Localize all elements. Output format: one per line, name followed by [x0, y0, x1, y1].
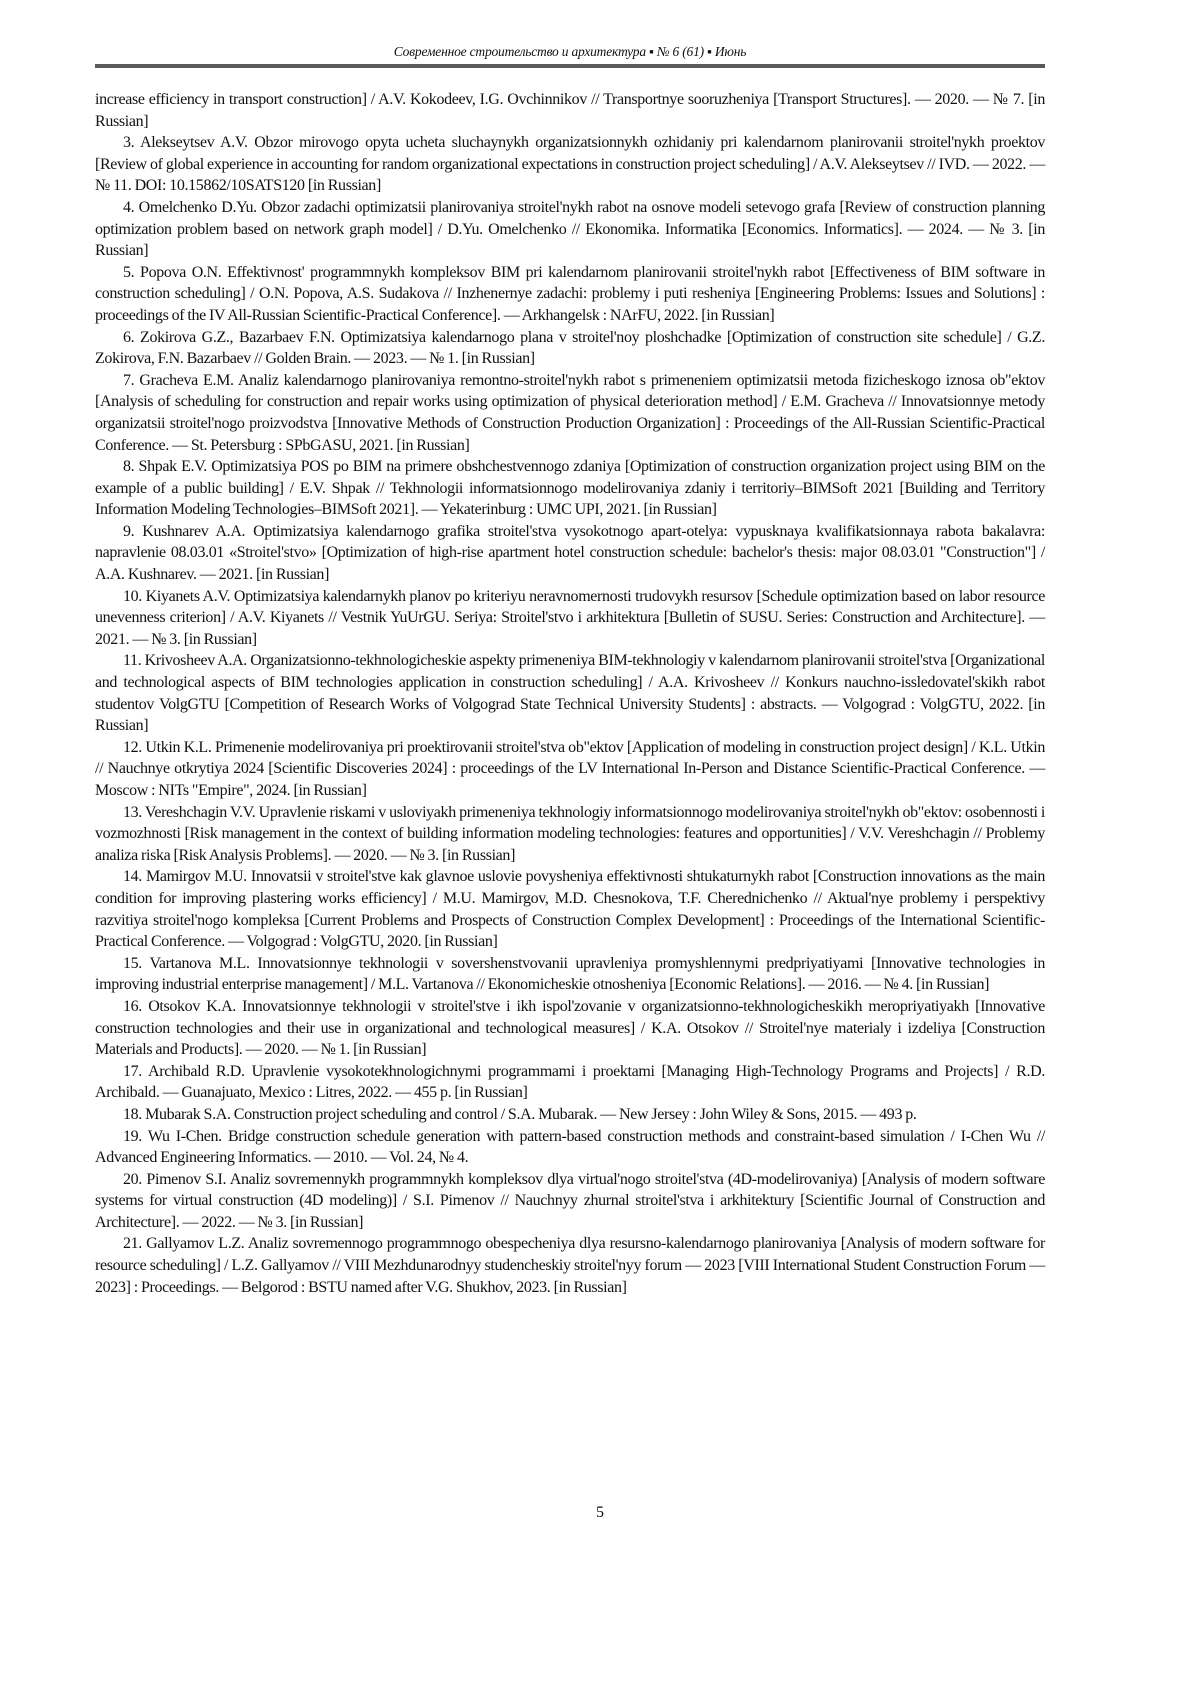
reference-continuation: increase efficiency in transport construction] / A.V. Kokodeev, I.G. Ovchinnikov // Transportnye sooruzheniya [Transport Structures]. — 2020. — № 7. [in Russian]: [95, 91, 1045, 130]
header-rule: [95, 64, 1045, 68]
running-header: Современное строительство и архитектура ▪ № 6 (61) ▪ Июнь: [393, 44, 747, 59]
reference-item: 14. Mamirgov M.U. Innovatsii v stroitel'stve kak glavnoe uslovie povysheniya effektivnosti shtukaturnykh rabot [Construction innovations as the main condition for improving plastering works efficiency] / M.U. Mamirgov, M.D. Chesnokova, T.F. Cherednichenko // Aktual'nye problemy i perspektivy razvitiya stroitel'nogo kompleksa [Current Problems and Prospects of Construction Complex Development] : Proceedings of the International Scientific-Practical Conference. — Volgograd : VolgGTU, 2020. [in Russian]: [95, 868, 1045, 951]
reference-item: 9. Kushnarev A.A. Optimizatsiya kalendarnogo grafika stroitel'stva vysokotnogo apart-otelya: vypusknaya kvalifikatsionnaya rabota bakalavra: napravlenie 08.03.01 «Stroitel'stvo» [Optimization of high-rise apartment hotel construction schedule: bachelor's thesis: major 08.03.01 "Construction"] / A.A. Kushnarev. — 2021. [in Russian]: [95, 522, 1045, 584]
reference-item: 3. Alekseytsev A.V. Obzor mirovogo opyta ucheta sluchaynykh organizatsionnykh ozhidaniy pri kalendarnom planirovanii stroitel'nykh proektov [Review of global experience in accounting for random organizational expectations in construction project scheduling] / A.V. Alekseytsev // IVD. — 2022. — № 11. DOI: 10.15862/10SATS120 [in Russian]: [95, 134, 1045, 195]
reference-item: 15. Vartanova M.L. Innovatsionnye tekhnologii v sovershenstvovanii upravleniya promyshlennymi predpriyatiyami [Innovative technologies in improving industrial enterprise management] / M.L. Vartanova // Ekonomicheskie otnosheniya [Economic Relations]. — 2016. — № 4. [in Russian]: [95, 954, 1045, 994]
reference-list: [95, 89, 1045, 1298]
reference-item: 21. Gallyamov L.Z. Analiz sovremennogo programmnogo obespecheniya dlya resursno-kalendarnogo planirovaniya [Analysis of modern software for resource scheduling] / L.Z. Gallyamov // VIII Mezhdunarodnyy studencheskiy stroitel'nyy forum — 2023 [VIII International Student Construction Forum — 2023] : Proceedings. — Belgorod : BSTU named after V.G. Shukhov, 2023. [in Russian]: [95, 1235, 1045, 1296]
reference-item: 17. Archibald R.D. Upravlenie vysokotekhnologichnymi programmami i proektami [Managing High-Technology Programs and Projects] / R.D. Archibald. — Guanajuato, Mexico : Litres, 2022. — 455 p. [in Russian]: [95, 1062, 1045, 1102]
reference-item: 12. Utkin K.L. Primenenie modelirovaniya pri proektirovanii stroitel'stva ob"ektov [Application of modeling in construction project design] / K.L. Utkin // Nauchnye otkrytiya 2024 [Scientific Discoveries 2024] : proceedings of the LV International In-Person and Distance Scientific-Practical Conference. — Moscow : NITs "Empire", 2024. [in Russian]: [95, 738, 1045, 799]
reference-item: 10. Kiyanets A.V. Optimizatsiya kalendarnykh planov po kriteriyu neravnomernosti trudovykh resursov [Schedule optimization based on labor resource unevenness criterion] / A.V. Kiyanets // Vestnik YuUrGU. Seriya: Stroitel'stvo i arkhitektura [Bulletin of SUSU. Series: Construction and Architecture]. — 2021. — № 3. [in Russian]: [95, 587, 1045, 648]
reference-item: 7. Gracheva E.M. Analiz kalendarnogo planirovaniya remontno-stroitel'nykh rabot s primeneniem optimizatsii metoda fizicheskogo iznosa ob"ektov [Analysis of scheduling for construction and repair works using optimization of physical deterioration method] / E.M. Gracheva // Innovatsionnye metody organizatsii stroitel'nogo proizvodstva [Innovative Methods of Construction Production Organization] : Proceedings of the All-Russian Scientific-Practical Conference. — St. Petersburg : SPbGASU, 2021. [in Russian]: [95, 371, 1045, 454]
reference-item: 8. Shpak E.V. Optimizatsiya POS po BIM na primere obshchestvennogo zdaniya [Optimization of construction organization project using BIM on the example of a public building] / E.V. Shpak // Tekhnologii informatsionnogo modelirovaniya zdaniy i territoriy–BIMSoft 2021 [Building and Territory Information Modeling Technologies–BIMSoft 2021]. — Yekaterinburg : UMC UPI, 2021. [in Russian]: [95, 458, 1045, 519]
reference-item: 11. Krivosheev A.A. Organizatsionno-tekhnologicheskie aspekty primeneniya BIM-tekhnologiy v kalendarnom planirovanii stroitel'stva [Organizational and technological aspects of BIM technologies application in construction scheduling] / A.A. Krivosheev // Konkurs nauchno-issledovatel'skikh rabot studentov VolgGTU [Competition of Research Works of Volgograd State Technical University Students] : abstracts. — Volgograd : VolgGTU, 2022. [in Russian]: [95, 652, 1045, 735]
page-number: 5: [596, 1504, 604, 1521]
reference-item: 4. Omelchenko D.Yu. Obzor zadachi optimizatsii planirovaniya stroitel'nykh rabot na osnove modeli setevogo grafa [Review of construction planning optimization problem based on network graph model] / D.Yu. Omelchenko // Ekonomika. Informatika [Economics. Informatics]. — 2024. — № 3. [in Russian]: [95, 198, 1045, 260]
reference-item: 16. Otsokov K.A. Innovatsionnye tekhnologii v stroitel'stve i ikh ispol'zovanie v organizatsionno-tekhnologicheskikh meropriyatiyakh [Innovative construction technologies and their use in organizational and technological measures] / K.A. Otsokov // Stroitel'nye materialy i izdeliya [Construction Materials and Products]. — 2020. — № 1. [in Russian]: [95, 997, 1045, 1059]
reference-item: 6. Zokirova G.Z., Bazarbaev F.N. Optimizatsiya kalendarnogo plana v stroitel'noy ploshchadke [Optimization of construction site schedule] / G.Z. Zokirova, F.N. Bazarbaev // Golden Brain. — 2023. — № 1. [in Russian]: [95, 328, 1045, 368]
reference-item: 18. Mubarak S.A. Construction project scheduling and control / S.A. Mubarak. — New Jersey : John Wiley & Sons, 2015. — 493 p.: [123, 1105, 917, 1123]
reference-item: 13. Vereshchagin V.V. Upravlenie riskami v usloviyakh primeneniya tekhnologiy informatsionnogo modelirovaniya stroitel'nykh ob"ektov: osobennosti i vozmozhnosti [Risk management in the context of building information modeling technologies: features and opportunities] / V.V. Vereshchagin // Problemy analiza riska [Risk Analysis Problems]. — 2020. — № 3. [in Russian]: [95, 803, 1045, 864]
reference-item: 20. Pimenov S.I. Analiz sovremennykh programmnykh kompleksov dlya virtual'nogo stroitel'stva (4D-modelirovaniya) [Analysis of modern software systems for virtual construction (4D modeling)] / S.I. Pimenov // Nauchnyy zhurnal stroitel'stva i arkhitektury [Scientific Journal of Construction and Architecture]. — 2022. — № 3. [in Russian]: [95, 1170, 1045, 1231]
reference-item: 19. Wu I-Chen. Bridge construction schedule generation with pattern-based construction methods and constraint-based simulation / I-Chen Wu // Advanced Engineering Informatics. — 2010. — Vol. 24, № 4.: [95, 1127, 1045, 1167]
reference-item: 5. Popova O.N. Effektivnost' programmnykh kompleksov BIM pri kalendarnom planirovanii stroitel'nykh rabot [Effectiveness of BIM software in construction scheduling] / O.N. Popova, A.S. Sudakova // Inzhenernye zadachi: problemy i puti resheniya [Engineering Problems: Issues and Solutions] : proceedings of the IV All-Russian Scientific-Practical Conference]. — Arkhangelsk : NArFU, 2022. [in Russian]: [95, 263, 1045, 324]
